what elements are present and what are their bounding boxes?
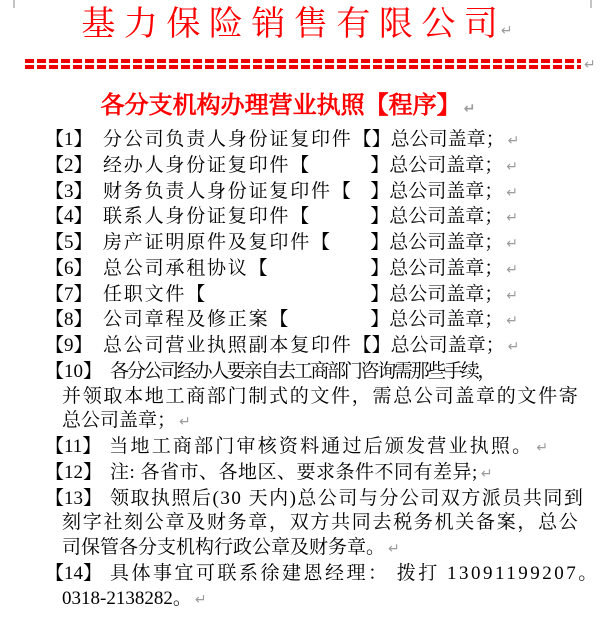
paragraph-mark-icon: ↵ [506,261,518,278]
item-number: 【4】 [45,206,93,228]
paragraph-mark-icon: ↵ [480,465,493,482]
list-item-14 [45,562,600,613]
list-item-11 [45,435,549,461]
double-line-separator [25,57,596,73]
item-number: 【1】 [45,129,93,150]
list-item-9 [45,334,518,360]
document-body [45,128,600,612]
open-bracket: 【 [290,206,310,228]
item-description: 公司章程及修正案 [103,309,270,331]
paragraph-mark-icon: ↵ [506,313,518,330]
open-bracket: 【 [311,232,331,253]
item-number: 【9】 [45,335,93,356]
item-text-line: 总公司盖章； [62,410,177,432]
item-text-line: 各分公司经办人要亲自去工商部门咨询需那些手续， [110,360,495,382]
paragraph-mark-icon: ↵ [506,287,518,304]
list-item-3 [45,180,518,206]
paragraph-mark-icon: ↵ [506,158,518,175]
open-bracket: 【 [269,309,289,331]
list-item-6 [45,257,518,283]
item-description: 总公司承租协议 [103,257,249,279]
item-description: 任职文件 [103,283,187,305]
open-bracket: 【 [248,257,268,279]
paragraph-mark-icon: ↵ [506,236,518,252]
item-number: 【13】 [45,487,103,509]
list-item-4 [45,205,518,231]
item-number: 【8】 [45,309,93,331]
item-text-line: 当地工商部门审核资料通过后颁发营业执照。 [109,436,534,457]
paragraph-mark-icon: ↵ [506,210,518,227]
list-item-8 [45,308,518,334]
item-number: 【2】 [45,154,93,176]
close-bracket: 】 [370,257,390,279]
item-text-line: 具体事宜可联系徐建恩经理： 拨打 13091199207。 [110,562,600,584]
separator-bar-bottom [25,65,581,69]
list-item-12 [45,461,518,487]
paragraph-mark-icon: ↵ [463,101,476,117]
list-item-2 [45,154,518,180]
document-subtitle-text: 各分支机构办理营业执照【程序】 [100,93,461,119]
open-bracket: 【 [352,335,372,356]
paragraph-mark-icon: ↵ [507,339,520,355]
item-suffix: 总公司盖章； [389,257,504,279]
item-number: 【5】 [45,232,93,253]
item-suffix: 总公司盖章； [389,309,504,331]
item-suffix: 总公司盖章； [389,206,504,228]
item-number: 【10】 [45,360,103,382]
close-bracket: 】 [370,180,390,202]
item-number: 【6】 [45,257,93,279]
close-bracket: 】 [370,283,390,305]
open-bracket: 【 [331,180,351,202]
item-description: 经办人身份证复印件 [103,154,291,176]
item-number: 【12】 [45,461,103,483]
list-item-10 [45,360,580,435]
item-number: 【3】 [45,180,93,202]
document-subtitle [0,90,591,125]
item-description: 房产证明原件及复印件 [103,232,312,253]
paragraph-mark-icon: ↵ [500,23,513,39]
list-item-7 [45,283,518,309]
close-bracket: 】 [370,232,390,253]
item-text-line: 0318-2138282。 [62,587,192,609]
item-text-line: 司保管各分支机构行政公章及财务章。 [62,537,386,558]
close-bracket: 】 [371,335,391,356]
item-description: 联系人身份证复印件 [103,206,291,228]
list-item-13 [45,487,585,562]
item-suffix: 总公司盖章； [390,335,505,356]
open-bracket: 【 [290,154,310,176]
paragraph-mark-icon: ↵ [194,591,207,608]
item-suffix: 总公司盖章； [389,232,504,253]
list-item-1 [45,128,518,154]
item-number: 【11】 [45,436,102,457]
company-title-text: 基 力 保 险 销 售 有 限 公 司 [81,6,498,43]
item-suffix: 总公司盖章； [389,283,504,305]
item-suffix: 总公司盖章； [389,154,504,176]
paragraph-mark-icon: ↵ [506,184,518,201]
item-number: 【7】 [45,283,93,305]
paragraph-mark-icon: ↵ [536,440,549,456]
item-suffix: 总公司盖章； [389,180,504,202]
paragraph-mark-icon: ↵ [584,57,596,73]
open-bracket: 【 [352,129,372,150]
paragraph-mark-icon: ↵ [388,541,400,557]
paragraph-mark-icon: ↵ [179,414,191,431]
list-item-5 [45,231,518,257]
item-text-line: 并领取本地工商部门制式的文件，需总公司盖章的文件寄 [62,385,580,407]
separator-bar-top [25,59,581,63]
item-text-line: 刻字社刻公章及财务章，双方共同去税务机关备案，总公 [62,512,580,534]
close-bracket: 】 [370,154,390,176]
item-description: 财务负责人身份证复印件 [103,180,332,202]
item-suffix: 总公司盖章； [390,129,505,150]
item-text-line: 领取执照后(30 天内)总公司与分公司双方派员共同到 [110,487,585,509]
company-title [0,3,600,53]
paragraph-mark-icon: ↵ [507,133,520,149]
item-text-line: 注: 各省市、各地区、要求条件不同有差异; [110,461,478,483]
item-description: 总公司营业执照副本复印件 [103,335,353,356]
open-bracket: 【 [186,283,206,305]
close-bracket: 】 [371,129,391,150]
item-description: 分公司负责人身份证复印件 [103,129,353,150]
close-bracket: 】 [370,309,390,331]
close-bracket: 】 [370,206,390,228]
item-number: 【14】 [45,562,103,584]
